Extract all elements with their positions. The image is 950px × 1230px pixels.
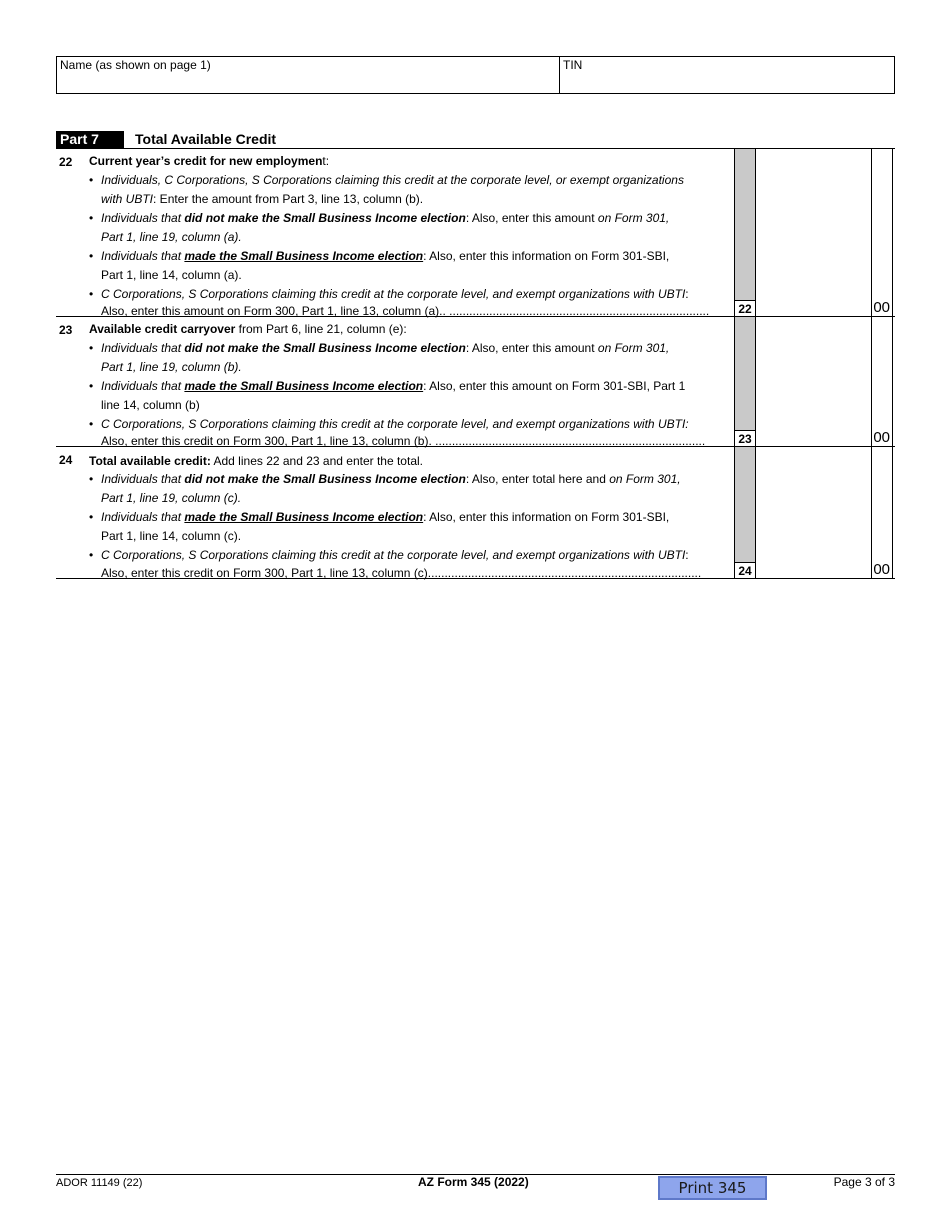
cents-field [872,149,893,316]
line-title: Available credit carryover from Part 6, line 21, column (e): [89,322,407,336]
bullet-text: Individuals that made the Small Business Income election: Also, enter this amount on Form 301-SBI, Part 1 [101,379,686,393]
bullet-text: Part 1, line 19, column (c). [101,491,242,505]
part-heading [56,131,895,149]
line-box-number: 22 [734,300,756,316]
bullet-text: Part 1, line 14, column (c). [101,529,242,543]
line-23-block: 23 Available credit carryover from Part 6, line 21, column (e): • Individuals that did not make the Small Business Income election: Also, enter this amount on Form 301, Part 1, line 19, column (b). • Individuals that made the Small Business Income election: Also, enter this amount on Form 301-SBI, Part 1 line 14, column (b) • C Corporations, S Corporations claiming this credit at the corporate level, and exempt organizations with UBTI: Also, enter this credit on Form 300, Part 1, line 13, column (b). ................................................................................. 23 00 [56,317,895,447]
tin-cell [560,57,894,93]
page-footer [56,1174,895,1204]
cents-field [872,317,893,446]
bullet-text: Part 1, line 14, column (a). [101,268,242,282]
bullet-text: with UBTI: Enter the amount from Part 3, line 13, column (b). [101,192,424,206]
name-input[interactable] [60,73,556,91]
tin-label: TIN [563,58,583,72]
shaded-column [734,149,756,300]
line-title: Current year’s credit for new employment: [89,154,330,168]
name-label: Name (as shown on page 1) [60,58,211,72]
bullet-text: Individuals that made the Small Business Income election: Also, enter this information on Form 301-SBI, [101,249,670,263]
bullet-text: Part 1, line 19, column (b). [101,360,242,374]
bullet-text: C Corporations, S Corporations claiming this credit at the corporate level, and exempt organizations with UBTI: [101,287,689,301]
cents-field [872,447,893,578]
cents-value: 00 [873,561,890,578]
tin-input[interactable] [563,73,891,91]
name-cell [57,57,560,93]
line-22-amount-input[interactable] [758,297,869,315]
bullet-text: line 14, column (b) [101,398,200,412]
bullet-text-dots: Also, enter this credit on Form 300, Part 1, line 13, column (c).................................................................................. [101,566,702,580]
header-box [56,56,895,94]
bullet-text: Individuals, C Corporations, S Corporations claiming this credit at the corporate level, or exempt organizations [101,173,684,187]
form-code: ADOR 11149 (22) [56,1177,143,1189]
line-box-number: 23 [734,430,756,446]
line-number: 24 [59,453,73,467]
bullet-text: C Corporations, S Corporations claiming this credit at the corporate level, and exempt organizations with UBTI: [101,548,689,562]
amount-field [756,149,872,316]
bullet-text: Individuals that did not make the Small Business Income election: Also, enter this amount on Form 301, [101,341,670,355]
bullet-text: Part 1, line 19, column (a). [101,230,242,244]
line-number: 23 [59,323,73,337]
line-24-amount-input[interactable] [758,559,869,577]
bullet-text: Individuals that made the Small Business Income election: Also, enter this information on Form 301-SBI, [101,510,670,524]
shaded-column [734,317,756,430]
line-23-amount-input[interactable] [758,427,869,445]
print-button[interactable]: Print 345 [658,1176,767,1200]
bullet-text: Individuals that did not make the Small Business Income election: Also, enter this amount on Form 301, [101,211,670,225]
line-title: Total available credit: Add lines 22 and 23 and enter the total. [89,454,423,468]
amount-field [756,447,872,578]
form-name: AZ Form 345 (2022) [418,1175,529,1189]
line-number: 22 [59,155,73,169]
part-tag: Part 7 [56,131,124,148]
bullet-text: Individuals that did not make the Small Business Income election: Also, enter total here and on Form 301, [101,472,681,486]
shaded-column [734,447,756,562]
part-title: Total Available Credit [135,131,277,147]
bullet-text-dots: Also, enter this amount on Form 300, Part 1, line 13, column (a).. .............................................................................. [101,304,710,318]
amount-field [756,317,872,446]
line-box-number: 24 [734,562,756,578]
bullet-text: C Corporations, S Corporations claiming this credit at the corporate level, and exempt organizations with UBTI: [101,417,689,431]
line-22-block: 22 Current year’s credit for new employment: • Individuals, C Corporations, S Corporations claiming this credit at the corporate level, or exempt organizations with UBTI: Enter the amount from Part 3, line 13, column (b). • Individuals that did not make the Small Business Income election: Also, enter this amount on Form 301, Part 1, line 19, column (a). • Individuals that made the Small Business Income election: Also, enter this information on Form 301-SBI, Part 1, line 14, column (a). • C Corporations, S Corporations claiming this credit at the corporate level, and exempt organizations with UBTI: Also, enter this amount on Form 300, Part 1, line 13, column (a).. .............................................................................. 22 00 [56,149,895,317]
cents-value: 00 [873,299,890,316]
page-number: Page 3 of 3 [833,1175,895,1189]
bullet-text-dots: Also, enter this credit on Form 300, Part 1, line 13, column (b). ................................................................................. [101,434,706,448]
line-24-block: 24 Total available credit: Add lines 22 and 23 and enter the total. • Individuals that did not make the Small Business Income election: Also, enter total here and on Form 301, Part 1, line 19, column (c). • Individuals that made the Small Business Income election: Also, enter this information on Form 301-SBI, Part 1, line 14, column (c). • C Corporations, S Corporations claiming this credit at the corporate level, and exempt organizations with UBTI: Also, enter this credit on Form 300, Part 1, line 13, column (c).................................................................................. 24 00 [56,447,895,579]
cents-value: 00 [873,429,890,446]
